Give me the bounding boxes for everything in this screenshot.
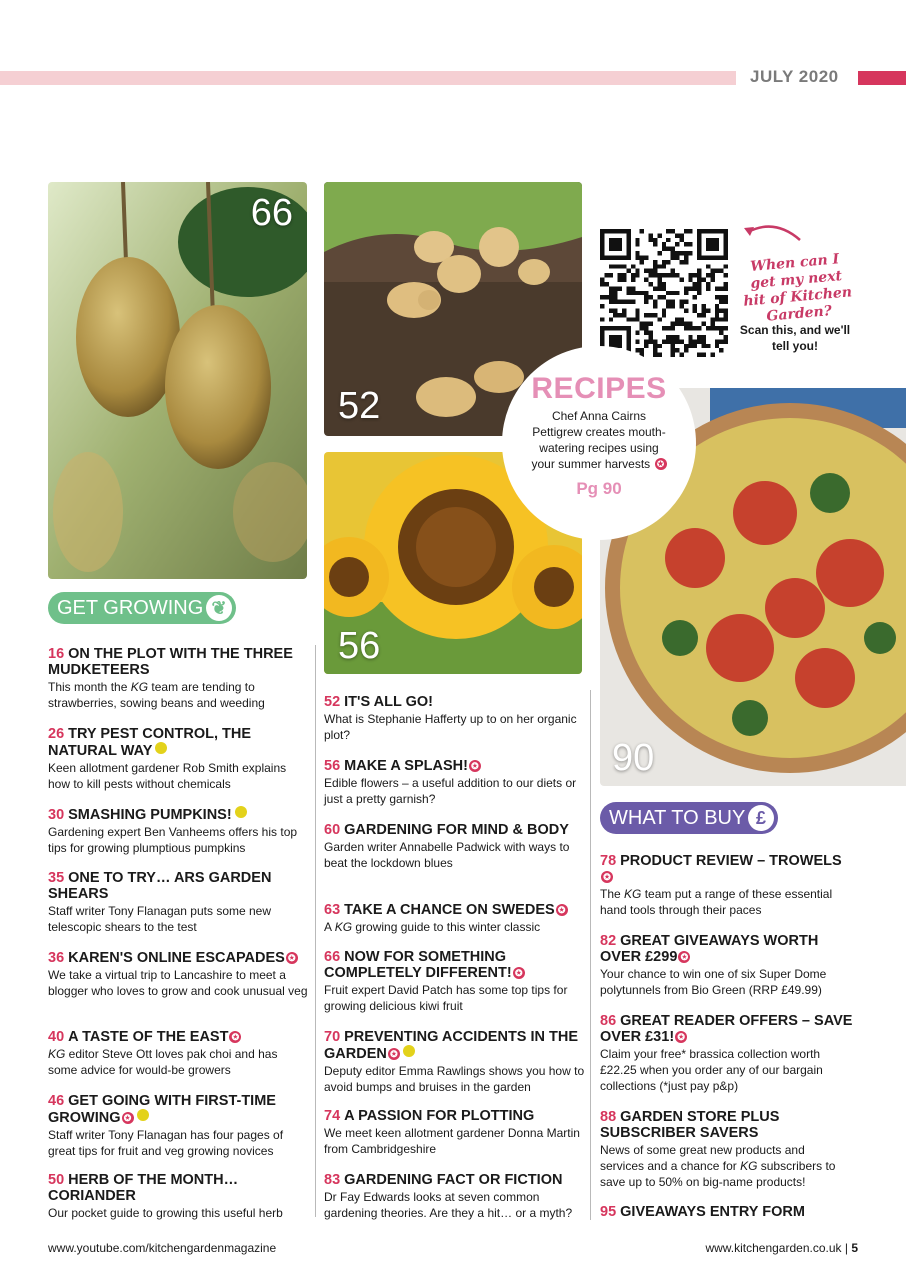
toc-entry[interactable]	[324, 694, 586, 743]
recipes-title: RECIPES	[531, 372, 667, 405]
recipes-desc: Chef Anna Cairns Pettigrew creates mouth-watering recipes using your summer harvests ✪	[531, 409, 666, 471]
entry-title: PREVENTING ACCIDENTS IN THE GARDEN	[324, 1029, 579, 1062]
toc-entry[interactable]	[48, 726, 310, 792]
kiwi-photo[interactable]	[48, 182, 307, 579]
toc-entry[interactable]: 40 A TASTE OF THE EAST ✪ KG editor Steve Ott loves pak choi and has some advice for would-be growers	[48, 1029, 278, 1077]
star-icon: ✪	[556, 904, 568, 916]
footer-site-link[interactable]: www.kitchengarden.co.uk	[705, 1241, 842, 1255]
entry-page: 52	[324, 694, 341, 710]
entry-page: 36	[48, 950, 65, 966]
entry-title: GREAT READER OFFERS – SAVE OVER £31!	[600, 1013, 853, 1045]
column-divider	[590, 690, 591, 1220]
entry-page: 16	[48, 646, 65, 662]
entry-title: GARDENING FOR MIND & BODY	[344, 822, 569, 838]
get-growing-pill	[48, 592, 236, 624]
toc-entry[interactable]: 88 GARDEN STORE PLUS SUBSCRIBER SAVERS News of some great new products and services and a chance for KG subscribers to save up to 50% on big-name products!	[600, 1109, 836, 1189]
entry-desc: Staff writer Tony Flanagan puts some new telescopic shears to the test	[48, 904, 272, 934]
star-icon: ✪	[601, 871, 613, 883]
pound-icon: £	[748, 805, 774, 831]
promo-scan-text: Scan this, and we'll tell you!	[739, 323, 851, 353]
header-band	[0, 71, 736, 85]
entry-title: NOW FOR SOMETHING COMPLETELY DIFFERENT!	[324, 949, 512, 981]
entry-page: 88	[600, 1109, 617, 1125]
leaf-icon: ❦	[206, 595, 232, 621]
entry-desc: We meet keen allotment gardener Donna Martin from Cambridgeshire	[324, 1126, 580, 1156]
leaf-icon	[155, 742, 167, 754]
entry-page: 40	[48, 1029, 65, 1045]
star-icon: ✪	[469, 760, 481, 772]
toc-entry[interactable]	[324, 1172, 586, 1221]
photo-page-number: 56	[338, 625, 381, 667]
entry-page: 35	[48, 870, 65, 886]
entry-desc: Your chance to win one of six Super Dome polytunnels from Bio Green (RRP £49.99)	[600, 967, 827, 997]
toc-entry[interactable]	[48, 1093, 310, 1159]
star-icon: ✪	[655, 458, 667, 470]
entry-page: 82	[600, 933, 617, 949]
qr-pattern	[600, 229, 728, 357]
entry-desc: Dr Fay Edwards looks at seven common gardening theories. Are they a hit… or a myth?	[324, 1190, 573, 1220]
toc-entry[interactable]	[48, 806, 310, 856]
header-accent	[858, 71, 906, 85]
photo-page-number: 66	[250, 192, 293, 234]
page-number: 5	[851, 1241, 858, 1255]
what-to-buy-pill	[600, 802, 778, 834]
entry-desc: Fruit expert David Patch has some top tips for growing delicious kiwi fruit	[324, 983, 568, 1013]
entry-page: 66	[324, 949, 341, 965]
star-icon: ✪	[122, 1112, 134, 1124]
entry-title: TRY PEST CONTROL, THE NATURAL WAY	[48, 726, 252, 759]
leaf-icon	[403, 1045, 415, 1057]
entry-page: 95	[600, 1204, 617, 1220]
toc-entry[interactable]	[48, 870, 310, 935]
entry-desc: What is Stephanie Hafferty up to on her organic plot?	[324, 712, 577, 742]
entry-title: GREAT GIVEAWAYS WORTH OVER £299	[600, 933, 819, 965]
issue-date: JULY 2020	[750, 67, 839, 86]
entry-page: 60	[324, 822, 341, 838]
entry-desc: Gardening expert Ben Vanheems offers his top tips for growing plumptious pumpkins	[48, 825, 298, 855]
entry-desc: Our pocket guide to growing this useful herb	[48, 1206, 283, 1220]
entry-page: 26	[48, 726, 65, 742]
entry-page: 46	[48, 1093, 65, 1109]
leaf-icon	[235, 806, 247, 818]
toc-entry[interactable]	[324, 758, 586, 807]
recipes-callout[interactable]	[502, 346, 696, 540]
star-icon: ✪	[229, 1031, 241, 1043]
entry-title: GET GOING WITH FIRST-TIME GROWING	[48, 1093, 276, 1126]
toc-entry[interactable]: 63 TAKE A CHANCE ON SWEDES ✪ A KG growing guide to this winter classic	[324, 902, 586, 935]
entry-desc: Deputy editor Emma Rawlings shows you how to avoid bumps and bruises in the garden	[324, 1064, 585, 1094]
toc-entry[interactable]	[600, 933, 850, 998]
toc-entry[interactable]: 78 PRODUCT REVIEW – TROWELS✪ The KG team put a range of these essential hand tools through their paces	[600, 853, 842, 917]
entry-title: SMASHING PUMPKINS!	[68, 807, 232, 823]
entry-title: IT'S ALL GO!	[344, 694, 433, 710]
entry-page: 30	[48, 807, 65, 823]
toc-entry[interactable]	[48, 950, 310, 999]
section-label: GET GROWING	[57, 597, 204, 619]
curved-arrow-icon	[740, 218, 804, 246]
entry-title: GIVEAWAYS ENTRY FORM	[620, 1204, 805, 1220]
photo-page-number: 90	[612, 737, 655, 779]
entry-desc: Keen allotment gardener Rob Smith explains how to kill pests without chemicals	[48, 761, 287, 791]
star-icon: ✪	[286, 952, 298, 964]
photo-page-number: 52	[338, 385, 381, 427]
entry-title: KAREN'S ONLINE ESCAPADES	[68, 950, 285, 966]
toc-entry[interactable]	[600, 1013, 860, 1094]
entry-page: 86	[600, 1013, 617, 1029]
section-label: WHAT TO BUY	[609, 807, 746, 829]
entry-title: A PASSION FOR PLOTTING	[344, 1108, 535, 1124]
entry-page: 70	[324, 1029, 341, 1045]
entry-title: ON THE PLOT WITH THE THREE MUDKETEERS	[48, 646, 293, 678]
footer-site: www.kitchengarden.co.uk | 5	[705, 1241, 858, 1255]
toc-entry[interactable]	[324, 1029, 586, 1095]
toc-entry[interactable]	[324, 1108, 586, 1157]
entry-desc: Staff writer Tony Flanagan has four pages of great tips for fruit and veg growing novices	[48, 1128, 284, 1158]
entry-page: 56	[324, 758, 341, 774]
entry-title: TAKE A CHANCE ON SWEDES	[344, 902, 555, 918]
entry-title: ONE TO TRY… ARS GARDEN SHEARS	[48, 870, 272, 902]
entry-title: MAKE A SPLASH!	[344, 758, 468, 774]
entry-title: PRODUCT REVIEW – TROWELS	[620, 853, 842, 869]
toc-entry[interactable]: 16 ON THE PLOT WITH THE THREE MUDKETEERS This month the KG team are tending to strawberries, sowing beans and weeding	[48, 646, 293, 710]
star-icon: ✪	[678, 951, 690, 963]
star-icon: ✪	[675, 1031, 687, 1043]
toc-entry[interactable]	[600, 1204, 850, 1220]
star-icon: ✪	[388, 1048, 400, 1060]
footer-youtube-link[interactable]: www.youtube.com/kitchengardenmagazine	[48, 1241, 277, 1255]
entry-title: A TASTE OF THE EAST	[68, 1029, 229, 1045]
toc-entry[interactable]	[48, 1172, 310, 1221]
entry-desc: Garden writer Annabelle Padwick with ways to beat the lockdown blues	[324, 840, 570, 870]
entry-desc: Edible flowers – a useful addition to our diets or just a pretty garnish?	[324, 776, 577, 806]
entry-title: GARDENING FACT OR FICTION	[344, 1172, 563, 1188]
qr-code[interactable]	[600, 229, 728, 357]
promo-question: When can I get my next hit of Kitchen Garden?	[742, 251, 853, 325]
star-icon: ✪	[513, 967, 525, 979]
entry-title: HERB OF THE MONTH… CORIANDER	[48, 1172, 239, 1204]
entry-page: 83	[324, 1172, 341, 1188]
toc-entry[interactable]	[324, 949, 586, 1014]
recipes-page: Pg 90	[576, 479, 622, 498]
leaf-icon	[137, 1109, 149, 1121]
entry-title: GARDEN STORE PLUS SUBSCRIBER SAVERS	[600, 1109, 780, 1141]
column-divider	[315, 645, 316, 1217]
entry-page: 63	[324, 902, 341, 918]
entry-desc: We take a virtual trip to Lancashire to meet a blogger who loves to grow and cook unusual veg	[48, 968, 308, 998]
entry-desc: Claim your free* brassica collection worth £22.25 when you order any of our bargain collections (*just pay p&p)	[600, 1047, 823, 1093]
entry-page: 74	[324, 1108, 341, 1124]
toc-entry[interactable]	[324, 822, 586, 871]
entry-page: 50	[48, 1172, 65, 1188]
entry-page: 78	[600, 853, 617, 869]
